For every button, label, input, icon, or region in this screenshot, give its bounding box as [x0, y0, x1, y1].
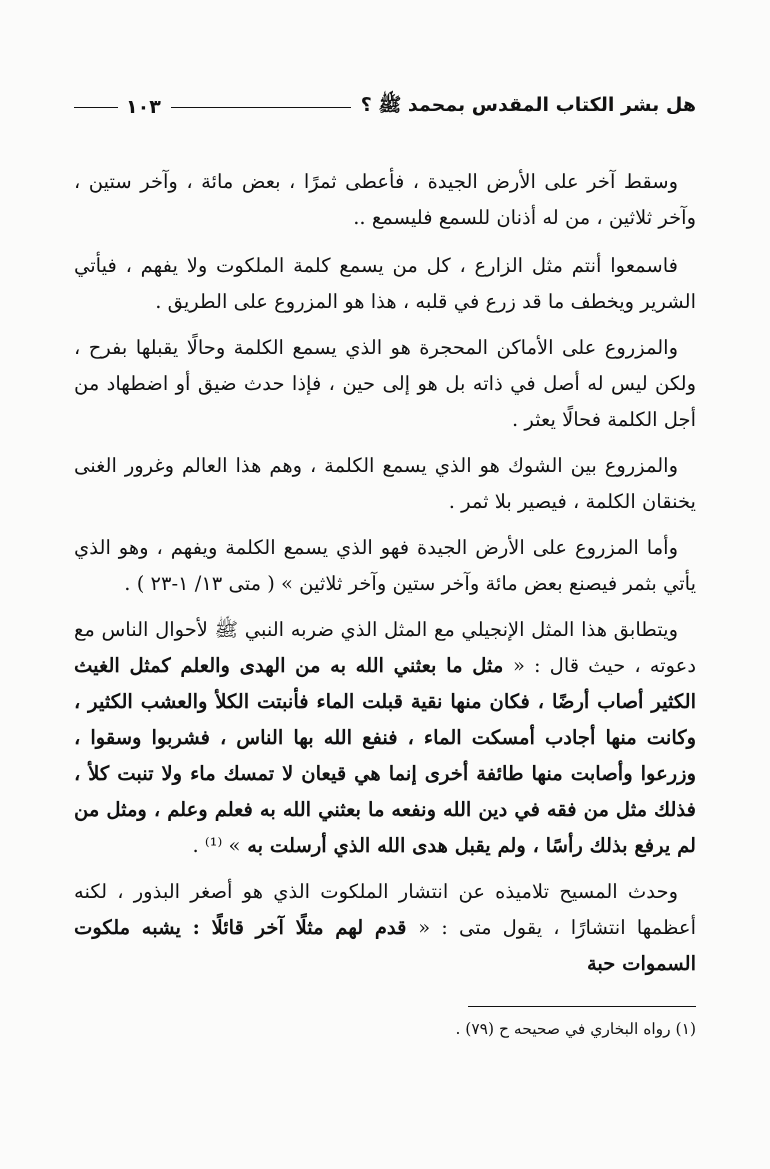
- main-text: [74, 164, 696, 992]
- header-rule: [171, 107, 351, 108]
- paragraph-4: والمزروع بين الشوك هو الذي يسمع الكلمة ، وهم هذا العالم وغرور الغنى يخنقان الكلمة ، فيصير بلا ثمر .: [74, 454, 696, 513]
- paragraph-6-intro: ويتطابق هذا المثل الإنجيلي مع المثل الذي ضربه النبي ﷺ لأحوال الناس مع دعوته ، حيث قال : «: [74, 618, 697, 677]
- running-header: [74, 92, 696, 122]
- page-number: ١٠٣: [126, 96, 161, 118]
- hadith-quote: مثل ما بعثني الله به من الهدى والعلم كمثل الغيث الكثير أصاب أرضًا ، فكان منها نقية قبلت الماء فأنبتت الكلأ والعشب الكثير ، وكانت منها أجادب أمسكت الماء ، فنفع الله بها الناس ، فشربوا وسقوا ، وزرعوا وأصابت منها طائفة أخرى إنما هي قيعان لا تمسك ماء ولا تنبت كلأ ، فذلك مثل من فقه في دين الله ونفعه ما بعثني الله به فعلم وعلم ، ومثل من لم يرفع بذلك رأسًا ، ولم يقبل هدى الله الذي أرسلت به: [74, 654, 696, 857]
- paragraph-3: والمزروع على الأماكن المحجرة هو الذي يسمع الكلمة وحالًا يقبلها بفرح ، ولكن ليس له أصل في ذاته بل هو إلى حين ، فإذا حدث ضيق أو اضطهاد من أجل الكلمة فحالًا يعثر .: [74, 336, 696, 431]
- header-dash: [74, 107, 118, 108]
- paragraph-2: فاسمعوا أنتم مثل الزارع ، كل من يسمع كلمة الملكوت ولا يفهم ، فيأتي الشرير ويخطف ما قد زرع في قلبه ، هذا هو المزروع على الطريق .: [74, 254, 696, 313]
- footnote-rule: [468, 1006, 696, 1007]
- paragraph-5: وأما المزروع على الأرض الجيدة فهو الذي يسمع الكلمة ويفهم ، وهو الذي يأتي بثمر فيصنع بعض مائة وآخر ستين وآخر ثلاثين » ( متى ١٣/ ١-٢٣ ) .: [74, 536, 696, 595]
- header-title: هل بشر الكتاب المقدس بمحمد ﷺ ؟: [360, 94, 696, 116]
- footnote: (١) رواه البخاري في صحيحه ح (٧٩) .: [455, 1020, 696, 1038]
- paragraph-6: [74, 612, 696, 864]
- footnote-marker: » ⁽¹⁾ .: [192, 834, 241, 857]
- matthew-quote: قدم لهم مثلًا آخر قائلًا : يشبه ملكوت السموات حبة: [74, 916, 696, 975]
- paragraph-7: [74, 874, 696, 982]
- paragraph-7-intro: وحدث المسيح تلاميذه عن انتشار الملكوت الذي هو أصغر البذور ، لكنه أعظمها انتشارًا ، يقول متى : «: [74, 880, 696, 939]
- paragraph-1: وسقط آخر على الأرض الجيدة ، فأعطى ثمرًا ، بعض مائة ، وآخر ستين ، وآخر ثلاثين ، من له أذنان للسمع فليسمع ..: [74, 170, 696, 229]
